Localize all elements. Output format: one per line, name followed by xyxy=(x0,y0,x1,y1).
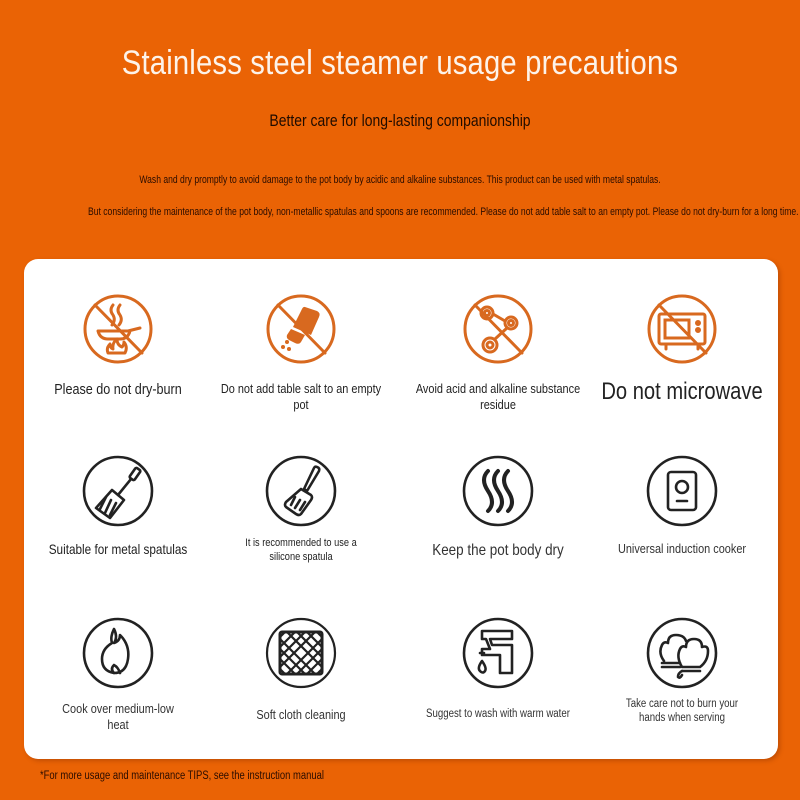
steam-dry-icon xyxy=(462,455,534,527)
cloth-icon xyxy=(265,617,337,689)
precaution-induction xyxy=(588,455,776,605)
precautions-card xyxy=(24,259,778,759)
precaution-silicone-spatula xyxy=(207,455,395,605)
no-salt-icon xyxy=(265,293,337,365)
precaution-warm-water xyxy=(404,617,592,767)
no-acid-alkaline-icon xyxy=(462,293,534,365)
precaution-no-acid-alkaline xyxy=(404,293,592,443)
precaution-no-salt xyxy=(207,293,395,443)
page-subtitle: Better care for long-lasting companionship xyxy=(269,111,531,130)
precaution-no-microwave xyxy=(588,293,776,443)
precaution-label: Keep the pot body dry xyxy=(432,542,564,559)
precaution-label: Cook over medium-low heat xyxy=(62,701,174,733)
flame-icon xyxy=(82,617,154,689)
precaution-label: Do not microwave xyxy=(601,378,763,405)
precaution-label: Please do not dry-burn xyxy=(54,381,182,398)
precaution-label: Do not add table salt to an empty pot xyxy=(220,381,382,413)
precaution-medium-low-heat xyxy=(24,617,212,767)
precaution-label: Soft cloth cleaning xyxy=(256,707,346,722)
no-microwave-icon xyxy=(646,293,718,365)
precaution-label: Suitable for metal spatulas xyxy=(48,541,188,557)
precaution-label: It is recommended to use a silicone spatula xyxy=(245,537,357,563)
precaution-no-dry-burn xyxy=(24,293,212,443)
induction-cooker-icon xyxy=(646,455,718,527)
description-line-2: But considering the maintenance of the pot body, non-metallic spatulas and spoons are recommended. Please do not add table salt to an empty pot. Please do not dry-burn for a long time. xyxy=(88,206,799,218)
precaution-keep-dry xyxy=(404,455,592,605)
no-dry-burn-icon xyxy=(82,293,154,365)
precaution-label: Take care not to burn your hands when serving xyxy=(625,698,739,725)
footnote: *For more usage and maintenance TIPS, see the instruction manual xyxy=(40,770,324,782)
faucet-icon xyxy=(462,617,534,689)
precaution-burn-hands xyxy=(588,617,776,767)
description-line-1: Wash and dry promptly to avoid damage to the pot body by acidic and alkaline substances. This product can be used with metal spatulas. xyxy=(139,174,661,186)
oven-mitt-icon xyxy=(646,617,718,689)
precaution-soft-cloth xyxy=(207,617,395,767)
silicone-spatula-icon xyxy=(265,455,337,527)
page-title: Stainless steel steamer usage precautions xyxy=(121,44,679,82)
precaution-label: Suggest to wash with warm water xyxy=(426,708,570,720)
precaution-label: Avoid acid and alkaline substance residue xyxy=(415,381,581,413)
metal-spatula-icon xyxy=(82,455,154,527)
precaution-metal-spatula xyxy=(24,455,212,605)
precaution-label: Universal induction cooker xyxy=(617,541,747,556)
